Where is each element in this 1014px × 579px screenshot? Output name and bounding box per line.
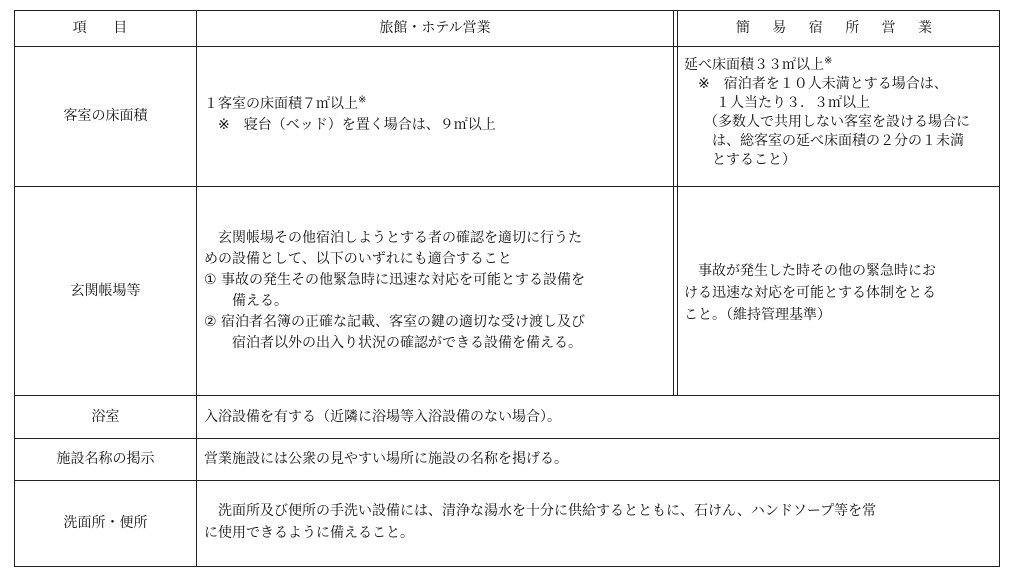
row-floor-label: 客室の床面積 xyxy=(63,108,148,124)
row-bath-text: 入浴設備を有する（近隣に浴場等入浴設備のない場合）。 xyxy=(204,408,561,425)
row-wash-label: 洗面所・便所 xyxy=(63,515,148,531)
row-sign-text: 営業施設には公衆の見やすい場所に施設の名称を掲げる。 xyxy=(204,451,568,467)
floor-ryokan-line-1: １客室の床面積７㎡以上※ xyxy=(204,94,367,112)
row-floor-kan-i xyxy=(684,56,998,170)
row-floor-ryokan xyxy=(204,94,669,136)
entrance-kan-line-1: 事故が発生した時その他の緊急時にお xyxy=(698,263,936,279)
row-wash-text-cell xyxy=(204,500,996,544)
row-sign-label: 施設名称の掲示 xyxy=(56,451,155,467)
row-entrance-ryokan xyxy=(204,228,670,354)
header-ryokan xyxy=(197,11,673,46)
row-bath-label-cell xyxy=(15,396,196,438)
header-kan-i xyxy=(678,11,999,46)
header-kan-i-label: 簡 易 宿 所 営 業 xyxy=(735,20,942,36)
header-item-label: 項 目 xyxy=(72,20,139,36)
note-mark: ※ xyxy=(824,55,833,67)
header-item xyxy=(15,11,196,46)
row-wash-label-cell xyxy=(15,481,196,566)
entrance-ryokan-line-3: ① 事故の発生その他緊急時に迅速な対応を可能とする設備を xyxy=(204,272,585,288)
entrance-ryokan-line-4: 備える。 xyxy=(232,293,288,309)
row-entrance-kan-i xyxy=(684,260,998,326)
wash-line-1: 洗面所及び便所の手洗い設備には、清浄な湯水を十分に供給するとともに、石けん、ハンドソープ等を常 xyxy=(218,503,877,519)
row-entrance-label-cell xyxy=(15,187,196,395)
floor-kan-line-5: は、総客室の延べ床面積の２分の１未満 xyxy=(712,133,964,149)
entrance-ryokan-line-2: めの設備として、以下のいずれにも適合すること xyxy=(204,251,512,267)
entrance-ryokan-line-5: ② 宿泊者名簿の正確な記載、客室の鍵の適切な受け渡し及び xyxy=(204,314,585,330)
row-floor-label-cell xyxy=(15,47,196,186)
row-bath-text-cell xyxy=(204,396,994,438)
floor-kan-line-6: とすること） xyxy=(712,152,796,168)
entrance-ryokan-line-1: 玄関帳場その他宿泊しようとする者の確認を適切に行うた xyxy=(218,230,582,246)
row-sign-text-cell xyxy=(204,439,994,480)
entrance-ryokan-line-6: 宿泊者以外の出入り状況の確認ができる設備を備える。 xyxy=(232,335,582,351)
note-mark: ※ xyxy=(358,94,367,106)
row-bath-label: 浴室 xyxy=(91,408,120,425)
floor-kan-line-2: ※ 宿泊者を１０人未満とする場合は、 xyxy=(698,76,948,92)
row-entrance-label: 玄関帳場等 xyxy=(70,282,141,299)
floor-ryokan-line-2: ※ 寝台（ベッド）を置く場合は、９㎡以上 xyxy=(218,117,496,133)
entrance-kan-line-3: こと。（維持管理基準） xyxy=(684,307,831,323)
entrance-kan-line-2: ける迅速な対応を可能とする体制をとる xyxy=(684,285,936,301)
header-ryokan-label: 旅館・ホテル営業 xyxy=(379,20,491,36)
floor-kan-line-1: 延べ床面積３３㎡以上※ xyxy=(684,55,833,73)
floor-kan-line-3: １人当たり３．３㎡以上 xyxy=(716,95,870,111)
wash-line-2: に使用できるように備えること。 xyxy=(204,525,414,541)
floor-kan-line-4: （多数人で共用しない客室を設ける場合に xyxy=(704,114,970,130)
row-sign-label-cell xyxy=(15,439,196,480)
